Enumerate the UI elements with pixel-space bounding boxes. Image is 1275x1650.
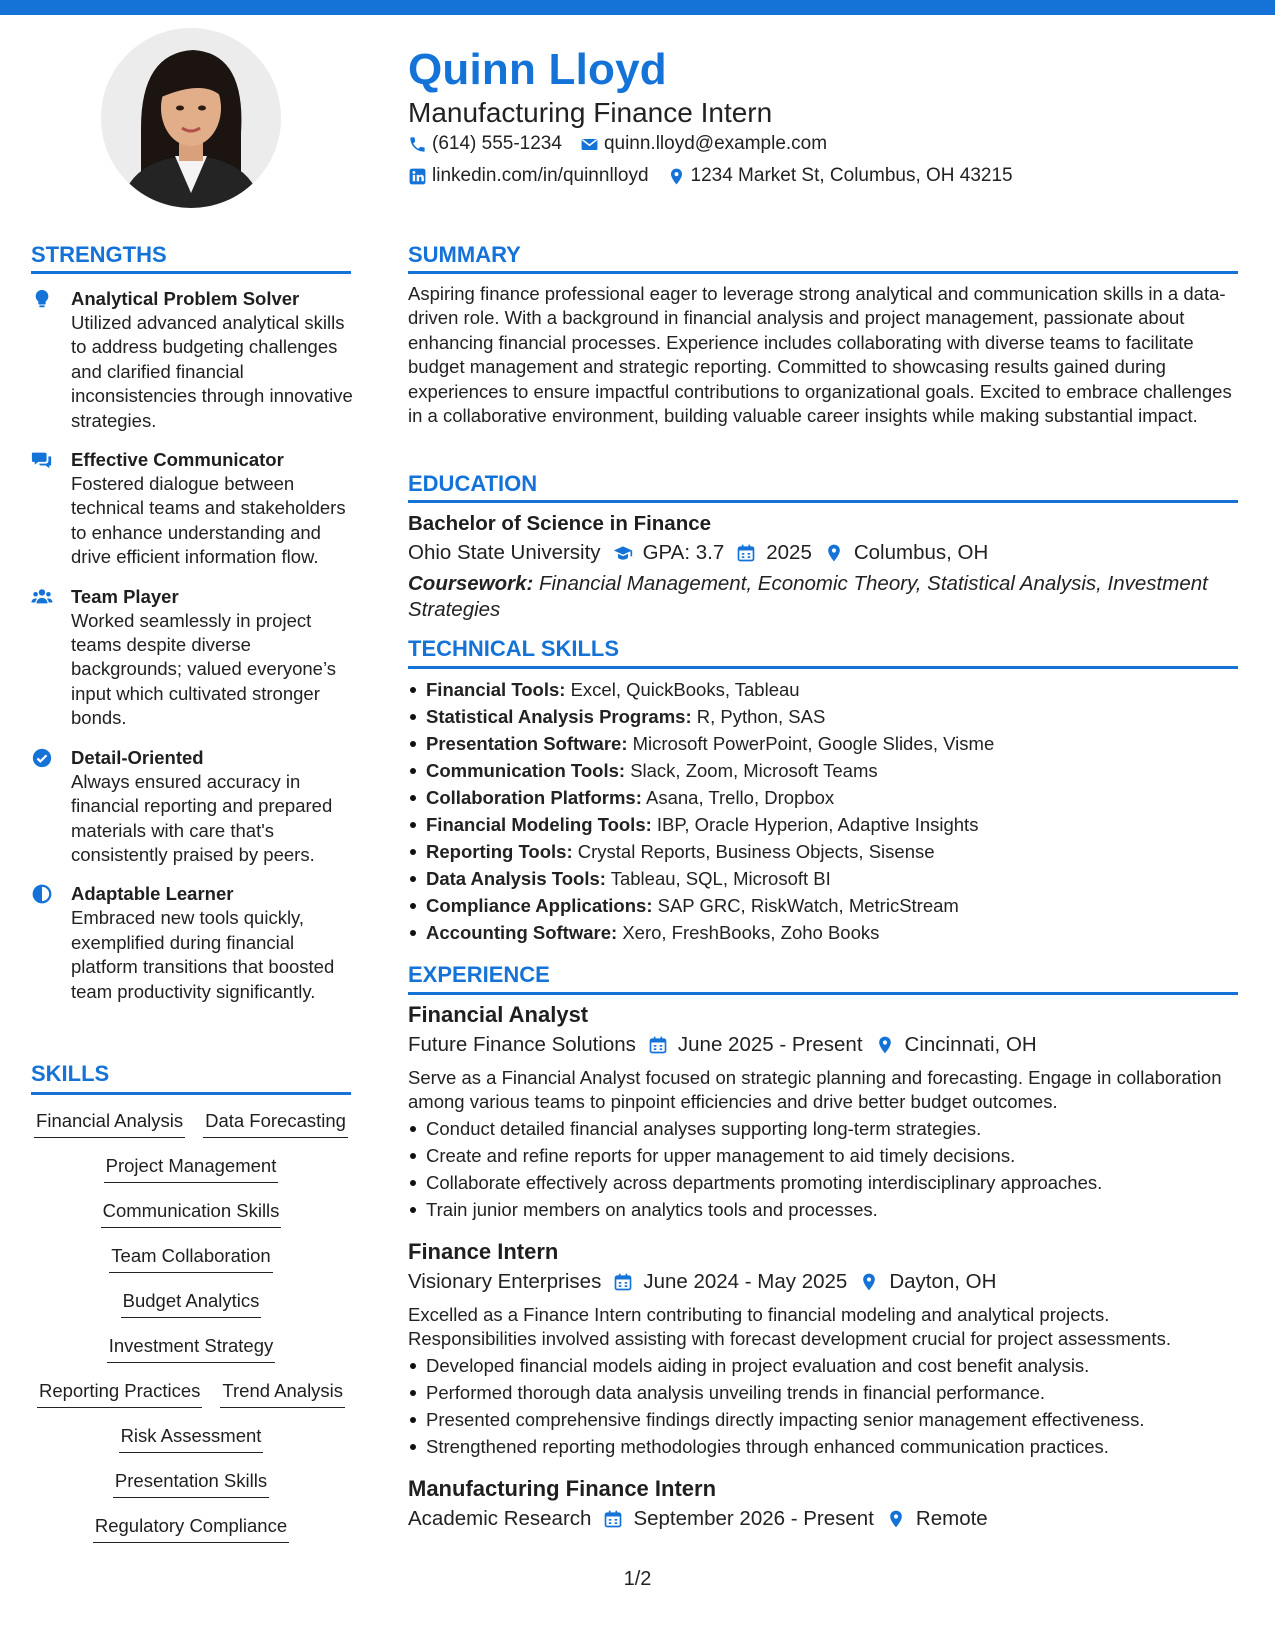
graduation-cap-icon bbox=[613, 543, 633, 563]
list-item: Collaborate effectively across departments promoting interdisciplinary approaches. bbox=[408, 1169, 1238, 1196]
strengths-heading: STRENGTHS bbox=[31, 242, 167, 267]
address-text: 1234 Market St, Columbus, OH 43215 bbox=[690, 165, 1013, 186]
map-pin-icon bbox=[859, 1272, 879, 1292]
skill-chip: Communication Skills bbox=[101, 1198, 282, 1228]
job-meta bbox=[408, 1030, 1238, 1060]
calendar-icon bbox=[648, 1035, 668, 1055]
job-title: Financial Analyst bbox=[408, 1002, 589, 1027]
technical-skills-heading: TECHNICAL SKILLS bbox=[408, 636, 620, 661]
job-meta bbox=[408, 1504, 1238, 1534]
linkedin-text: linkedin.com/in/quinnlloyd bbox=[432, 165, 649, 186]
candidate-name: Quinn Lloyd bbox=[408, 45, 667, 94]
list-item: Collaboration Platforms: Asana, Trello, Dropbox bbox=[408, 784, 1238, 811]
strengths-list bbox=[31, 286, 361, 1018]
education-block bbox=[408, 510, 1238, 623]
job-title: Finance Intern bbox=[408, 1239, 559, 1264]
job-bullets bbox=[408, 1352, 1238, 1460]
education-rule bbox=[408, 500, 1238, 503]
strength-title: Analytical Problem Solver bbox=[71, 288, 300, 309]
map-pin-icon bbox=[875, 1035, 895, 1055]
list-item: Reporting Tools: Crystal Reports, Business Objects, Sisense bbox=[408, 838, 1238, 865]
list-item: Statistical Analysis Programs: R, Python, SAS bbox=[408, 703, 1238, 730]
comments-icon bbox=[31, 449, 53, 471]
email-contact[interactable] bbox=[580, 133, 827, 155]
list-item: Strengthened reporting methodologies through enhanced communication practices. bbox=[408, 1433, 1238, 1460]
list-item: Presentation Software: Microsoft PowerPoint, Google Slides, Visme bbox=[408, 730, 1238, 757]
gpa: GPA: 3.7 bbox=[642, 541, 725, 564]
list-item: Performed thorough data analysis unveiling trends in financial performance. bbox=[408, 1379, 1238, 1406]
contact-row-2 bbox=[408, 165, 1013, 187]
experience-item bbox=[408, 1000, 1238, 1223]
summary-heading: SUMMARY bbox=[408, 242, 521, 267]
map-pin-icon bbox=[824, 543, 844, 563]
experience-item bbox=[408, 1237, 1238, 1460]
job-dates: June 2025 - Present bbox=[677, 1033, 863, 1056]
linkedin-contact[interactable] bbox=[408, 165, 649, 187]
linkedin-icon bbox=[408, 167, 427, 186]
job-bullets bbox=[408, 1115, 1238, 1223]
strength-title: Team Player bbox=[71, 585, 179, 607]
experience-item bbox=[408, 1474, 1238, 1534]
job-location: Cincinnati, OH bbox=[904, 1033, 1037, 1056]
list-item: Communication Tools: Slack, Zoom, Microsoft Teams bbox=[408, 757, 1238, 784]
calendar-icon bbox=[613, 1272, 633, 1292]
skill-chip: Presentation Skills bbox=[113, 1468, 269, 1498]
strength-title: Effective Communicator bbox=[71, 449, 284, 471]
job-meta bbox=[408, 1267, 1238, 1297]
company-name: Future Finance Solutions bbox=[408, 1033, 636, 1056]
list-item: Train junior members on analytics tools and processes. bbox=[408, 1196, 1238, 1223]
skill-chip: Financial Analysis bbox=[34, 1108, 185, 1138]
address-contact bbox=[667, 165, 1013, 187]
coursework-label: Coursework: bbox=[408, 572, 534, 595]
skill-chip: Project Management bbox=[104, 1153, 279, 1183]
envelope-icon bbox=[580, 135, 599, 154]
skills-rule bbox=[31, 1092, 351, 1095]
strengths-rule bbox=[31, 271, 351, 274]
strength-item bbox=[31, 881, 361, 1004]
coursework bbox=[408, 571, 1238, 623]
list-item: Financial Modeling Tools: IBP, Oracle Hyperion, Adaptive Insights bbox=[408, 811, 1238, 838]
map-pin-icon bbox=[667, 167, 686, 186]
check-circle-icon bbox=[31, 747, 53, 769]
list-item: Create and refine reports for upper management to aid timely decisions. bbox=[408, 1142, 1238, 1169]
education-meta bbox=[408, 538, 1238, 568]
job-location: Dayton, OH bbox=[889, 1270, 997, 1293]
skill-chip: Risk Assessment bbox=[119, 1423, 264, 1453]
adjust-icon bbox=[31, 883, 53, 905]
calendar-icon bbox=[603, 1509, 623, 1529]
job-location: Remote bbox=[915, 1507, 988, 1530]
education-heading: EDUCATION bbox=[408, 471, 538, 496]
degree: Bachelor of Science in Finance bbox=[408, 512, 712, 535]
list-item: Developed financial models aiding in project evaluation and cost benefit analysis. bbox=[408, 1352, 1238, 1379]
calendar-icon bbox=[736, 543, 756, 563]
lightbulb-icon bbox=[31, 288, 53, 310]
skill-chip: Reporting Practices bbox=[37, 1378, 202, 1408]
graduation-year: 2025 bbox=[766, 541, 812, 564]
candidate-role: Manufacturing Finance Intern bbox=[408, 97, 773, 128]
job-description: Serve as a Financial Analyst focused on strategic planning and forecasting. Engage in collaboration among various teams to pinpoint efficiencies and drive better budget outcomes. bbox=[408, 1067, 1222, 1113]
page-number: 1/2 bbox=[623, 1568, 652, 1590]
list-item: Financial Tools: Excel, QuickBooks, Tableau bbox=[408, 676, 1238, 703]
company-name: Visionary Enterprises bbox=[408, 1270, 602, 1293]
experience-heading: EXPERIENCE bbox=[408, 962, 550, 987]
technical-skills-list bbox=[408, 676, 1238, 946]
strength-text: Utilized advanced analytical skills to address budgeting challenges and clarified financial inconsistencies through innovative strategies. bbox=[71, 312, 353, 431]
job-description: Excelled as a Finance Intern contributing to financial modeling and analytical projects. Responsibilities involved assisting with forecast development crucial for project assessments. bbox=[408, 1304, 1171, 1350]
skill-chip: Data Forecasting bbox=[203, 1108, 348, 1138]
skills-chips bbox=[31, 1108, 351, 1558]
phone-icon bbox=[408, 135, 427, 154]
strength-item bbox=[31, 745, 361, 868]
map-pin-icon bbox=[886, 1509, 906, 1529]
skills-heading: SKILLS bbox=[31, 1061, 110, 1086]
strength-text: Always ensured accuracy in financial reporting and prepared materials with care that's consistently praised by peers. bbox=[71, 770, 333, 865]
strength-title: Detail-Oriented bbox=[71, 746, 204, 768]
skill-chip: Team Collaboration bbox=[109, 1243, 272, 1273]
strength-item bbox=[31, 286, 361, 433]
coursework-list: Financial Management, Economic Theory, Statistical Analysis, Investment Strategies bbox=[408, 572, 1208, 621]
experience-rule bbox=[408, 992, 1238, 995]
job-dates: September 2026 - Present bbox=[633, 1507, 874, 1530]
company-name: Academic Research bbox=[408, 1507, 592, 1530]
contact-row-1 bbox=[408, 133, 827, 155]
school-name: Ohio State University bbox=[408, 541, 601, 564]
skill-chip: Regulatory Compliance bbox=[93, 1513, 289, 1543]
technical-skills-rule bbox=[408, 666, 1238, 669]
strength-item bbox=[31, 584, 361, 731]
skill-chip: Trend Analysis bbox=[220, 1378, 345, 1408]
list-item: Compliance Applications: SAP GRC, RiskWatch, MetricStream bbox=[408, 892, 1238, 919]
phone-text: (614) 555-1234 bbox=[432, 133, 562, 154]
email-text: quinn.lloyd@example.com bbox=[603, 133, 828, 154]
strength-title: Adaptable Learner bbox=[71, 883, 234, 905]
list-item: Presented comprehensive findings directly impacting senior management effectiveness. bbox=[408, 1406, 1238, 1433]
profile-photo bbox=[101, 28, 281, 208]
top-accent-bar bbox=[0, 0, 1275, 15]
users-icon bbox=[31, 586, 53, 608]
list-item: Conduct detailed financial analyses supporting long-term strategies. bbox=[408, 1115, 1238, 1142]
strength-text: Worked seamlessly in project teams despite diverse backgrounds; valued everyone’s input which cultivated stronger bonds. bbox=[71, 609, 336, 729]
strength-item bbox=[31, 447, 361, 570]
job-title: Manufacturing Finance Intern bbox=[408, 1476, 717, 1501]
list-item: Data Analysis Tools: Tableau, SQL, Microsoft BI bbox=[408, 865, 1238, 892]
summary-rule bbox=[408, 271, 1238, 274]
list-item: Accounting Software: Xero, FreshBooks, Zoho Books bbox=[408, 919, 1238, 946]
summary-text: Aspiring finance professional eager to leverage strong analytical and communication skills in a data-driven role. With a background in financial analysis and project management, passionate about enhancing financial processes. Experience includes collaborating with diverse teams to facilitate budget management and strategic reporting. Committed to showcasing results gained during experiences to ensure impactful contributions to organizational goals. Excited to embrace challenges in a collaborative environment, building valuable career insights while making substantial impact. bbox=[408, 283, 1232, 427]
strength-text: Embraced new tools quickly, exemplified during financial platform transitions that boosted team productivity significantly. bbox=[71, 907, 335, 1002]
phone-contact[interactable] bbox=[408, 133, 562, 155]
strength-text: Fostered dialogue between technical teams and stakeholders to enhance understanding and drive efficient information flow. bbox=[71, 473, 346, 568]
skill-chip: Budget Analytics bbox=[121, 1288, 262, 1318]
skill-chip: Investment Strategy bbox=[107, 1333, 276, 1363]
job-dates: June 2024 - May 2025 bbox=[643, 1270, 848, 1293]
education-location: Columbus, OH bbox=[853, 541, 989, 564]
